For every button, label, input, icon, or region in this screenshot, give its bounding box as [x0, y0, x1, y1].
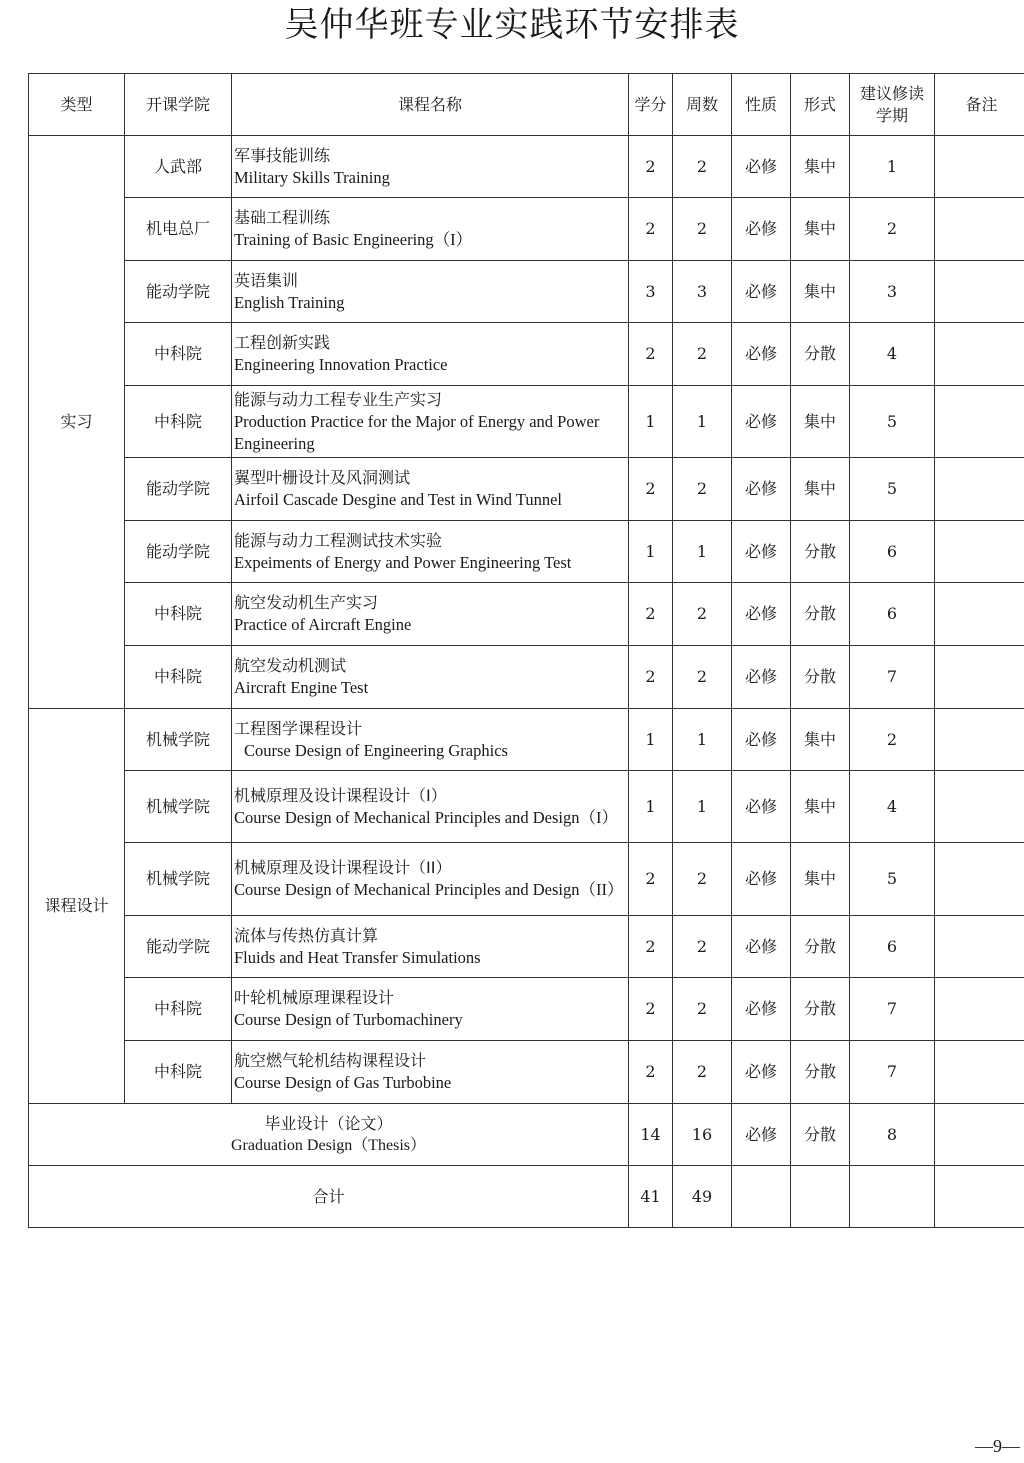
course-name-zh: 能源与动力工程专业生产实习: [234, 389, 443, 409]
credit-cell: 2: [629, 198, 673, 261]
course-name-zh: 英语集训: [234, 270, 299, 290]
nature-cell: 必修: [732, 386, 791, 458]
term-cell: 3: [850, 261, 935, 323]
credit-cell: 3: [629, 261, 673, 323]
header-note: 备注: [935, 74, 1024, 136]
form-cell: 分散: [791, 646, 850, 709]
form-cell: 分散: [791, 583, 850, 646]
credit-cell: 2: [629, 458, 673, 521]
credit-cell: 1: [629, 709, 673, 771]
course-name-en: English Training: [234, 292, 345, 312]
header-weeks: 周数: [673, 74, 732, 136]
page-number: —9—: [975, 1436, 1020, 1456]
form-cell: 分散: [791, 978, 850, 1041]
college-cell: 中科院: [125, 323, 232, 386]
weeks-cell: 3: [673, 261, 732, 323]
course-name-en: Production Practice for the Major of Energy and Power Engineering: [234, 411, 600, 453]
table-row: [29, 1041, 1024, 1104]
graduation-note-cell: [935, 1104, 1024, 1166]
college-cell: 人武部: [125, 136, 232, 198]
college-cell: 能动学院: [125, 261, 232, 323]
term-cell: 4: [850, 771, 935, 843]
weeks-cell: 2: [673, 843, 732, 916]
total-row: [29, 1166, 1024, 1228]
course-name-en: Airfoil Cascade Desgine and Test in Wind Tunnel: [234, 490, 562, 509]
graduation-credit-cell: 14: [629, 1104, 673, 1166]
course-name-cell: [232, 709, 629, 771]
nature-cell: 必修: [732, 583, 791, 646]
course-name-en: Military Skills Training: [234, 167, 390, 187]
course-name-cell: [232, 198, 629, 261]
total-empty-cell: [732, 1166, 791, 1228]
term-cell: 7: [850, 978, 935, 1041]
weeks-cell: 2: [673, 1041, 732, 1104]
note-cell: [935, 583, 1024, 646]
course-name-cell: [232, 521, 629, 583]
course-name-en: Engineering Innovation Practice: [234, 355, 448, 374]
course-name-zh: 机械原理及设计课程设计（II）: [234, 858, 452, 877]
course-name-en: Aircraft Engine Test: [234, 678, 369, 697]
course-name-cell: [232, 646, 629, 709]
form-cell: 集中: [791, 136, 850, 198]
college-cell: 能动学院: [125, 916, 232, 978]
note-cell: [935, 843, 1024, 916]
course-name-cell: [232, 458, 629, 521]
weeks-cell: 2: [673, 916, 732, 978]
weeks-cell: 1: [673, 771, 732, 843]
course-name-en: Practice of Aircraft Engine: [234, 615, 412, 634]
form-cell: 集中: [791, 386, 850, 458]
practice-schedule-table: [28, 73, 1024, 1228]
nature-cell: 必修: [732, 916, 791, 978]
course-name-cell: [232, 261, 629, 323]
form-cell: 分散: [791, 521, 850, 583]
row-group-type: 实习: [29, 136, 125, 709]
course-name-cell: [232, 583, 629, 646]
college-cell: 机械学院: [125, 709, 232, 771]
nature-cell: 必修: [732, 771, 791, 843]
term-cell: 6: [850, 583, 935, 646]
header-type: 类型: [29, 74, 125, 136]
graduation-name-zh: 毕业设计（论文）: [264, 1113, 393, 1133]
weeks-cell: 1: [673, 386, 732, 458]
form-cell: 集中: [791, 843, 850, 916]
weeks-cell: 2: [673, 646, 732, 709]
course-name-cell: [232, 771, 629, 843]
credit-cell: 2: [629, 978, 673, 1041]
note-cell: [935, 978, 1024, 1041]
table-row: [29, 386, 1024, 458]
form-cell: 集中: [791, 709, 850, 771]
course-name-cell: [232, 323, 629, 386]
nature-cell: 必修: [732, 843, 791, 916]
course-name-zh: 机械原理及设计课程设计（I）: [234, 785, 447, 805]
nature-cell: 必修: [732, 458, 791, 521]
weeks-cell: 1: [673, 521, 732, 583]
table-row: [29, 843, 1024, 916]
form-cell: 分散: [791, 1041, 850, 1104]
course-name-en: Course Design of Gas Turbobine: [234, 1073, 452, 1092]
term-cell: 7: [850, 1041, 935, 1104]
graduation-term-cell: 8: [850, 1104, 935, 1166]
course-name-zh: 工程图学课程设计: [234, 718, 363, 738]
form-cell: 集中: [791, 771, 850, 843]
course-name-en: Course Design of Engineering Graphics: [244, 740, 508, 760]
nature-cell: 必修: [732, 261, 791, 323]
course-name-en: Course Design of Mechanical Principles and Design（II）: [234, 880, 624, 899]
course-name-cell: [232, 978, 629, 1041]
table-row: [29, 916, 1024, 978]
nature-cell: 必修: [732, 136, 791, 198]
form-cell: 分散: [791, 323, 850, 386]
weeks-cell: 2: [673, 978, 732, 1041]
credit-cell: 1: [629, 386, 673, 458]
credit-cell: 2: [629, 916, 673, 978]
course-name-zh: 航空发动机测试: [234, 656, 347, 675]
college-cell: 机械学院: [125, 771, 232, 843]
nature-cell: 必修: [732, 646, 791, 709]
note-cell: [935, 521, 1024, 583]
table-row: [29, 646, 1024, 709]
term-cell: 2: [850, 709, 935, 771]
header-credit: 学分: [629, 74, 673, 136]
total-credit: 41: [629, 1166, 673, 1228]
course-name-zh: 能源与动力工程测试技术实验: [234, 530, 443, 550]
header-nature: 性质: [732, 74, 791, 136]
header-college: 开课学院: [125, 74, 232, 136]
table-row: [29, 771, 1024, 843]
graduation-form-cell: 分散: [791, 1104, 850, 1166]
credit-cell: 2: [629, 583, 673, 646]
table-row: [29, 323, 1024, 386]
term-cell: 5: [850, 458, 935, 521]
form-cell: 分散: [791, 916, 850, 978]
total-weeks: 49: [673, 1166, 732, 1228]
college-cell: 能动学院: [125, 458, 232, 521]
form-cell: 集中: [791, 198, 850, 261]
weeks-cell: 2: [673, 583, 732, 646]
table-row: [29, 583, 1024, 646]
term-cell: 2: [850, 198, 935, 261]
course-name-zh: 流体与传热仿真计算: [234, 925, 379, 945]
term-cell: 4: [850, 323, 935, 386]
table-row: [29, 521, 1024, 583]
college-cell: 能动学院: [125, 521, 232, 583]
term-cell: 6: [850, 521, 935, 583]
nature-cell: 必修: [732, 198, 791, 261]
graduation-weeks-cell: 16: [673, 1104, 732, 1166]
credit-cell: 2: [629, 843, 673, 916]
note-cell: [935, 261, 1024, 323]
note-cell: [935, 1041, 1024, 1104]
note-cell: [935, 771, 1024, 843]
graduation-name-cell: [29, 1104, 629, 1166]
course-name-en: Course Design of Turbomachinery: [234, 1010, 463, 1029]
course-name-cell: [232, 843, 629, 916]
header-form: 形式: [791, 74, 850, 136]
form-cell: 集中: [791, 261, 850, 323]
note-cell: [935, 646, 1024, 709]
credit-cell: 2: [629, 646, 673, 709]
nature-cell: 必修: [732, 709, 791, 771]
credit-cell: 2: [629, 136, 673, 198]
nature-cell: 必修: [732, 323, 791, 386]
weeks-cell: 1: [673, 709, 732, 771]
term-cell: 6: [850, 916, 935, 978]
table-header-row: [29, 74, 1024, 136]
total-empty-cell: [850, 1166, 935, 1228]
course-name-zh: 叶轮机械原理课程设计: [234, 988, 395, 1007]
table-row: [29, 978, 1024, 1041]
weeks-cell: 2: [673, 323, 732, 386]
course-name-zh: 航空燃气轮机结构课程设计: [234, 1051, 427, 1070]
note-cell: [935, 458, 1024, 521]
note-cell: [935, 916, 1024, 978]
weeks-cell: 2: [673, 198, 732, 261]
weeks-cell: 2: [673, 136, 732, 198]
graduation-row: [29, 1104, 1024, 1166]
college-cell: 机电总厂: [125, 198, 232, 261]
term-cell: 5: [850, 843, 935, 916]
header-term: 建议修读学期: [850, 74, 935, 136]
college-cell: 中科院: [125, 646, 232, 709]
college-cell: 中科院: [125, 583, 232, 646]
credit-cell: 2: [629, 1041, 673, 1104]
college-cell: 机械学院: [125, 843, 232, 916]
course-name-zh: 工程创新实践: [234, 333, 331, 352]
header-course-name: 课程名称: [232, 74, 629, 136]
college-cell: 中科院: [125, 1041, 232, 1104]
course-name-en: Training of Basic Engineering（I）: [234, 230, 473, 249]
nature-cell: 必修: [732, 521, 791, 583]
page-title: 吴仲华班专业实践环节安排表: [284, 5, 740, 45]
total-empty-cell: [791, 1166, 850, 1228]
note-cell: [935, 136, 1024, 198]
note-cell: [935, 386, 1024, 458]
table-row: [29, 136, 1024, 198]
nature-cell: 必修: [732, 1041, 791, 1104]
table-row: [29, 261, 1024, 323]
course-name-zh: 军事技能训练: [234, 145, 331, 165]
total-empty-cell: [935, 1166, 1024, 1228]
course-name-zh: 翼型叶栅设计及风洞测试: [234, 468, 411, 487]
term-cell: 1: [850, 136, 935, 198]
course-name-zh: 基础工程训练: [234, 208, 331, 227]
total-label: 合计: [29, 1166, 629, 1228]
note-cell: [935, 709, 1024, 771]
table-row: [29, 709, 1024, 771]
credit-cell: 1: [629, 521, 673, 583]
table-row: [29, 458, 1024, 521]
weeks-cell: 2: [673, 458, 732, 521]
graduation-nature-cell: 必修: [732, 1104, 791, 1166]
course-name-cell: [232, 916, 629, 978]
course-name-en: Course Design of Mechanical Principles and Design（I）: [234, 807, 618, 827]
course-name-en: Fluids and Heat Transfer Simulations: [234, 947, 481, 967]
term-cell: 7: [850, 646, 935, 709]
note-cell: [935, 198, 1024, 261]
course-name-zh: 航空发动机生产实习: [234, 593, 379, 612]
nature-cell: 必修: [732, 978, 791, 1041]
note-cell: [935, 323, 1024, 386]
college-cell: 中科院: [125, 978, 232, 1041]
course-name-cell: [232, 1041, 629, 1104]
college-cell: 中科院: [125, 386, 232, 458]
term-cell: 5: [850, 386, 935, 458]
credit-cell: 1: [629, 771, 673, 843]
row-group-type: 课程设计: [29, 709, 125, 1104]
table-row: [29, 198, 1024, 261]
course-name-en: Expeiments of Energy and Power Engineering Test: [234, 552, 572, 572]
course-name-cell: [232, 136, 629, 198]
credit-cell: 2: [629, 323, 673, 386]
form-cell: 集中: [791, 458, 850, 521]
graduation-name-en: Graduation Design（Thesis）: [230, 1136, 427, 1154]
course-name-cell: [232, 386, 629, 458]
